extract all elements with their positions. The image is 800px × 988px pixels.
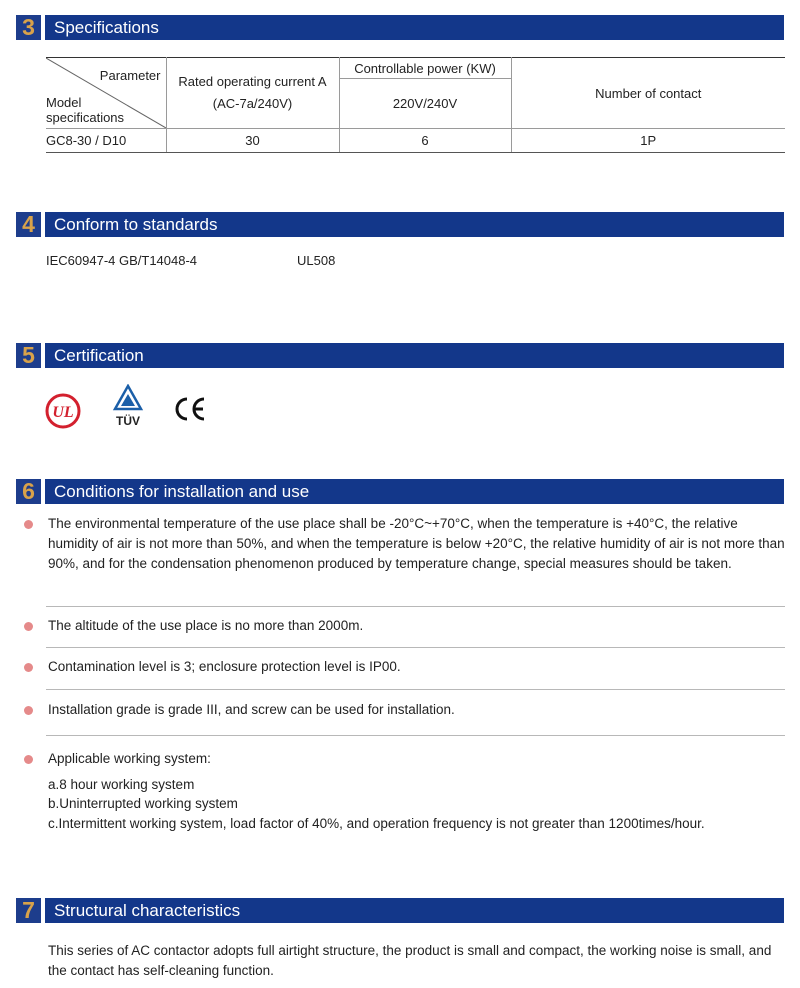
- section-number: 7: [16, 898, 41, 923]
- table-corner-cell: [46, 58, 166, 129]
- condition-text: Applicable working system:: [48, 751, 211, 766]
- standard-ul: UL508: [297, 253, 336, 268]
- condition-text: Contamination level is 3; enclosure protection level is IP00.: [48, 659, 401, 674]
- section-title: Conditions for installation and use: [45, 479, 784, 504]
- bullet-dot: [24, 755, 33, 764]
- bullet-dot: [24, 663, 33, 672]
- bullet-dot: [24, 520, 33, 529]
- section-title: Specifications: [45, 15, 784, 40]
- ul-logo-icon: [44, 392, 82, 430]
- cell-model: GC8-30 / D10: [46, 129, 166, 153]
- divider: [46, 735, 785, 736]
- cell-contact: 1P: [511, 129, 785, 153]
- corner-parameter-label: Parameter: [99, 68, 161, 83]
- bullet-dot: [24, 622, 33, 631]
- section-header-certification: [16, 343, 784, 368]
- sub-item-text: b.Uninterrupted working system: [48, 796, 238, 811]
- svg-text:UL: UL: [52, 404, 74, 421]
- svg-text:TÜV: TÜV: [116, 414, 140, 428]
- condition-text: The altitude of the use place is no more than 2000m.: [48, 618, 364, 633]
- cell-power: 6: [339, 129, 511, 153]
- section-header-structural: [16, 898, 784, 923]
- condition-text: The environmental temperature of the use place shall be -20°C~+70°C, when the temperature is +40°C, the relative humidity of air is not more than 50%, and when the temperature is below +20°C, the relative humidity of air is not more than 90%, and for the condensation phenomenon produced by temperature change, special measures should be taken.: [48, 516, 785, 571]
- divider: [46, 647, 785, 648]
- section-number: 5: [16, 343, 41, 368]
- divider: [46, 689, 785, 690]
- tuv-logo-icon: [110, 384, 146, 428]
- section-header-standards: [16, 212, 784, 237]
- cell-current: 30: [166, 129, 339, 153]
- section-header-specifications: [16, 15, 784, 40]
- condition-text: Installation grade is grade III, and screw can be used for installation.: [48, 702, 455, 717]
- standard-iec-gb: IEC60947-4 GB/T14048-4: [46, 253, 198, 268]
- header-voltage: 220V/240V: [339, 79, 511, 129]
- section-title: Structural characteristics: [45, 898, 784, 923]
- divider: [46, 606, 785, 607]
- bullet-dot: [24, 706, 33, 715]
- header-number-of-contact: Number of contact: [511, 58, 785, 129]
- sub-item-text: a.8 hour working system: [48, 777, 195, 792]
- header-rated-current: Rated operating current A (AC-7a/240V): [166, 58, 339, 129]
- specifications-table: [46, 57, 785, 153]
- section-number: 6: [16, 479, 41, 504]
- structural-description: This series of AC contactor adopts full airtight structure, the product is small and compact, the working noise is small, and the contact has self-cleaning function.: [48, 943, 772, 978]
- section-number: 4: [16, 212, 41, 237]
- section-header-conditions: [16, 479, 784, 504]
- section-number: 3: [16, 15, 41, 40]
- ce-mark-icon: [173, 396, 207, 422]
- sub-item-text: c.Intermittent working system, load factor of 40%, and operation frequency is not greater than 1200times/hour.: [48, 816, 705, 831]
- corner-model-label: Model specifications: [46, 95, 125, 125]
- header-controllable-power: Controllable power (KW): [339, 58, 511, 79]
- section-title: Certification: [45, 343, 784, 368]
- section-title: Conform to standards: [45, 212, 784, 237]
